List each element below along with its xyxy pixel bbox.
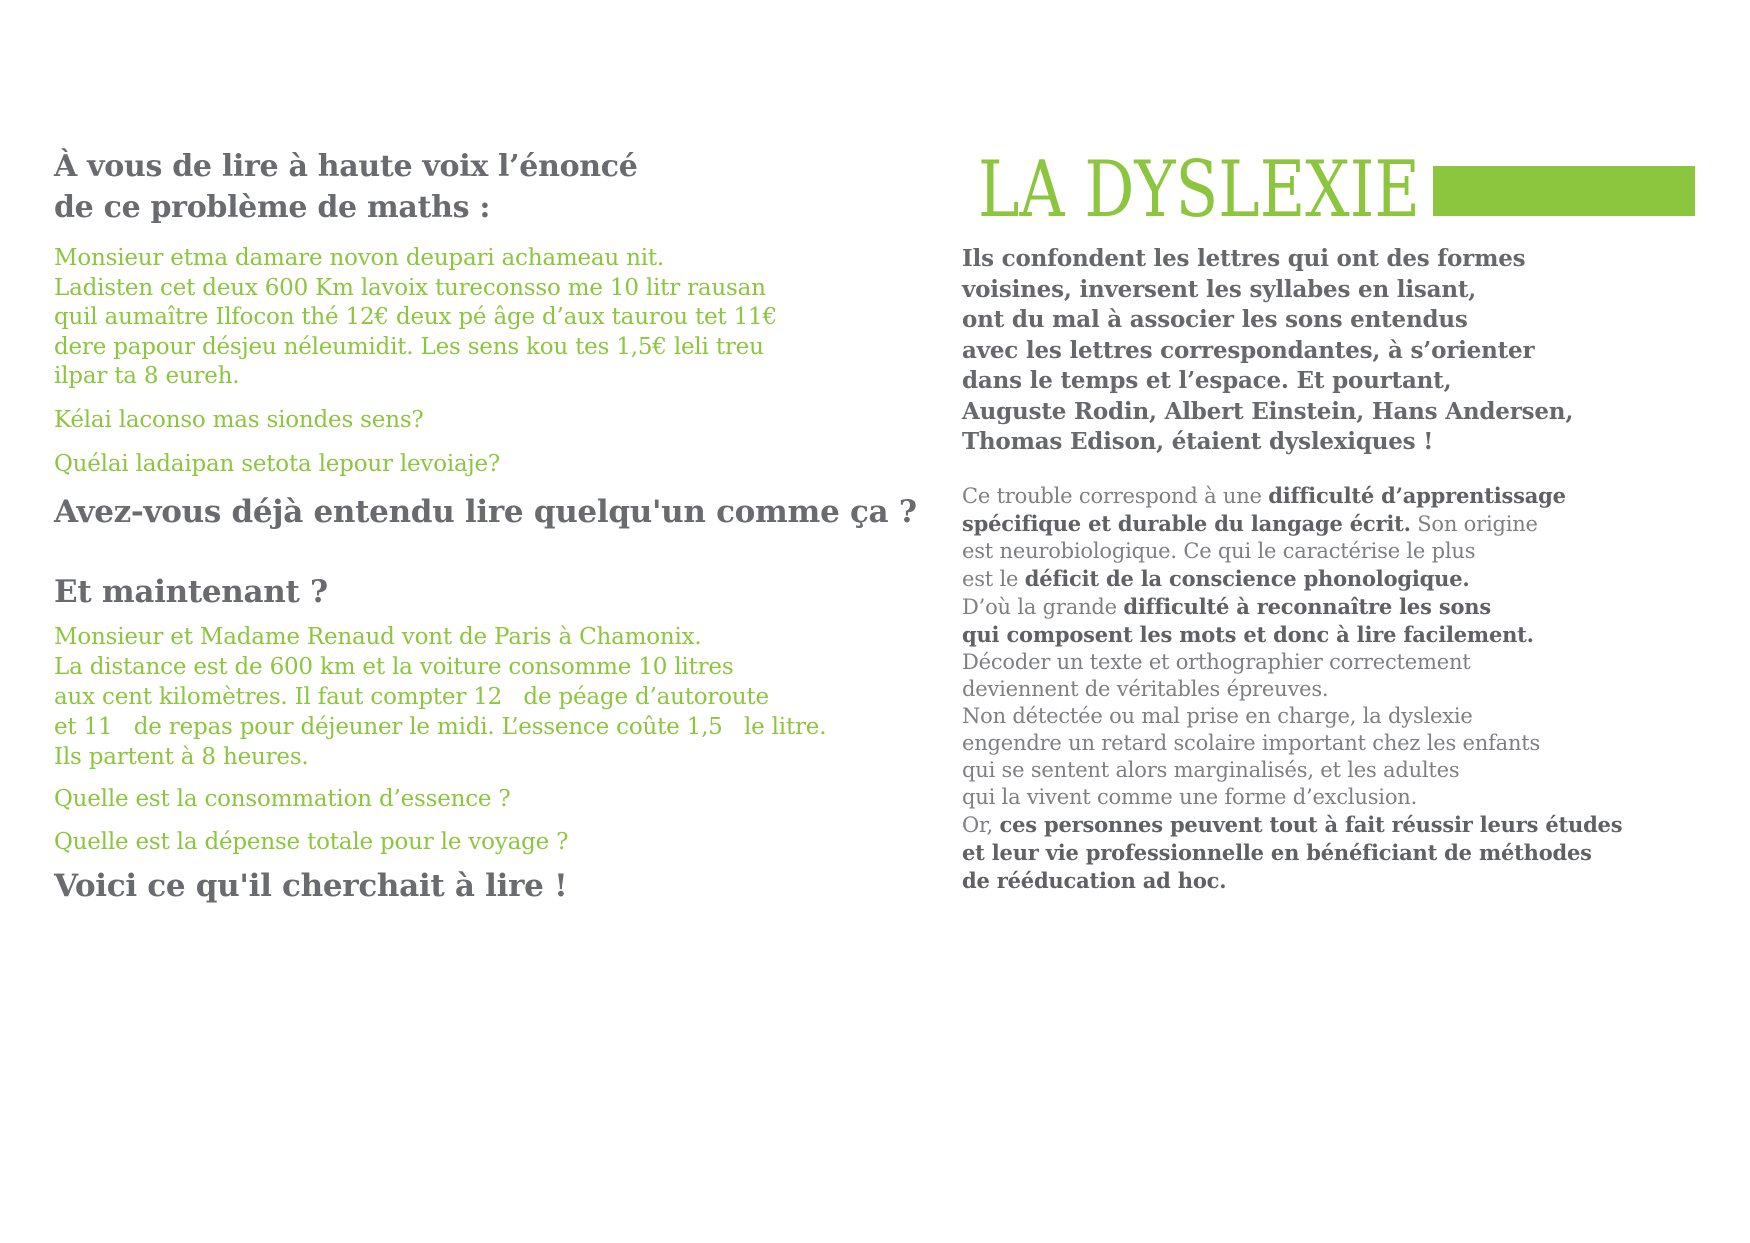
text-line [962, 730, 1622, 757]
clear-question-2: Quelle est la dépense totale pour le voyage ? [54, 829, 569, 855]
text-segment: Non détectée ou mal prise en charge, la dyslexie [962, 704, 1473, 728]
text-line: Auguste Rodin, Albert Einstein, Hans Andersen, [962, 397, 1574, 425]
bold-text-segment: et leur vie professionnelle en bénéficiant de méthodes [962, 840, 1592, 865]
left-heading-read-aloud [54, 146, 638, 228]
text-line [962, 593, 1622, 621]
text-line [962, 482, 1622, 510]
text-line [962, 565, 1622, 593]
dyslexic-question-2: Quélai ladaipan setota lepour levoiaje? [54, 451, 501, 477]
text-segment: Or, [962, 813, 1000, 837]
text-line: La distance est de 600 km et la voiture consomme 10 litres [54, 654, 734, 680]
dyslexic-question-1: Kélai laconso mas siondes sens? [54, 407, 424, 433]
text-segment: Ce trouble correspond à une [962, 484, 1269, 508]
bold-text-segment: de rééducation ad hoc. [962, 868, 1227, 893]
text-line: voisines, inversent les syllabes en lisant, [962, 275, 1477, 303]
dyslexic-problem-text [54, 244, 777, 392]
text-segment: qui se sentent alors marginalisés, et les adultes [962, 758, 1460, 782]
text-line: avec les lettres correspondantes, à s’orienter [962, 336, 1535, 364]
text-segment: engendre un retard scolaire important chez les enfants [962, 731, 1541, 755]
text-segment: D’où la grande [962, 595, 1124, 619]
left-heading-what-he-tried-to-read: Voici ce qu'il cherchait à lire ! [54, 868, 568, 904]
text-line [962, 510, 1622, 538]
text-line: ilpar ta 8 eureh. [54, 363, 240, 389]
dyslexia-body-paragraph [962, 482, 1622, 895]
text-line [962, 839, 1622, 867]
text-line: quil aumaître Ilfocon thé 12€ deux pé âge d’aux taurou tet 11€ [54, 304, 777, 330]
text-line: Monsieur etma damare novon deupari achameau nit. [54, 245, 665, 271]
text-line: À vous de lire à haute voix l’énoncé [54, 149, 638, 184]
text-segment: Son origine [1410, 512, 1538, 536]
text-line: Ils partent à 8 heures. [54, 744, 309, 770]
title-accent-bar [1433, 166, 1695, 216]
bold-text-segment: difficulté d’apprentissage [1268, 483, 1566, 508]
page-title: LA DYSLEXIE [978, 145, 1420, 235]
bold-text-segment: déficit de la conscience phonologique. [1024, 566, 1470, 591]
text-line [962, 811, 1622, 839]
text-segment: qui la vivent comme une forme d’exclusion. [962, 785, 1418, 809]
text-line: Ladisten cet deux 600 Km lavoix tureconsso me 10 litr rausan [54, 274, 766, 301]
text-line: de ce problème de maths : [54, 190, 491, 225]
text-line: ont du mal à associer les sons entendus [962, 306, 1468, 333]
text-line [962, 621, 1622, 649]
clear-problem-text [54, 622, 826, 772]
text-line [962, 649, 1622, 676]
text-line [962, 757, 1622, 784]
clear-question-1: Quelle est la consommation d’essence ? [54, 786, 511, 812]
text-line [962, 784, 1622, 811]
bold-text-segment: ces personnes peuvent tout à fait réussir leurs études [999, 812, 1623, 837]
text-segment: est le [962, 567, 1025, 591]
text-line: Ils confondent les lettres qui ont des formes [962, 245, 1526, 272]
left-heading-and-now: Et maintenant ? [54, 574, 328, 610]
text-line [962, 703, 1622, 730]
bold-text-segment: difficulté à reconnaître les sons [1123, 594, 1491, 619]
text-line: Thomas Edison, étaient dyslexiques ! [962, 428, 1434, 455]
text-segment: est neurobiologique. Ce qui le caractérise le plus [962, 539, 1476, 563]
text-line: dere papour désjeu néleumidit. Les sens kou tes 1,5€ leli treu [54, 333, 764, 360]
bold-text-segment: spécifique et durable du langage écrit. [962, 511, 1411, 536]
text-segment: deviennent de véritables épreuves. [962, 677, 1329, 701]
text-line [962, 676, 1622, 703]
text-line [962, 538, 1622, 565]
text-line: dans le temps et l’espace. Et pourtant, [962, 367, 1452, 394]
text-line: et 11 de repas pour déjeuner le midi. L’essence coûte 1,5 le litre. [54, 714, 827, 740]
text-line [962, 867, 1622, 895]
text-line: Monsieur et Madame Renaud vont de Paris à Chamonix. [54, 624, 702, 650]
left-heading-heard-someone: Avez-vous déjà entendu lire quelqu'un comme ça ? [54, 494, 917, 530]
dyslexia-intro-paragraph [962, 244, 1573, 458]
text-segment: Décoder un texte et orthographier correctement [962, 650, 1471, 674]
bold-text-segment: qui composent les mots et donc à lire facilement. [962, 622, 1534, 647]
text-line: aux cent kilomètres. Il faut compter 12 de péage d’autoroute [54, 684, 769, 710]
